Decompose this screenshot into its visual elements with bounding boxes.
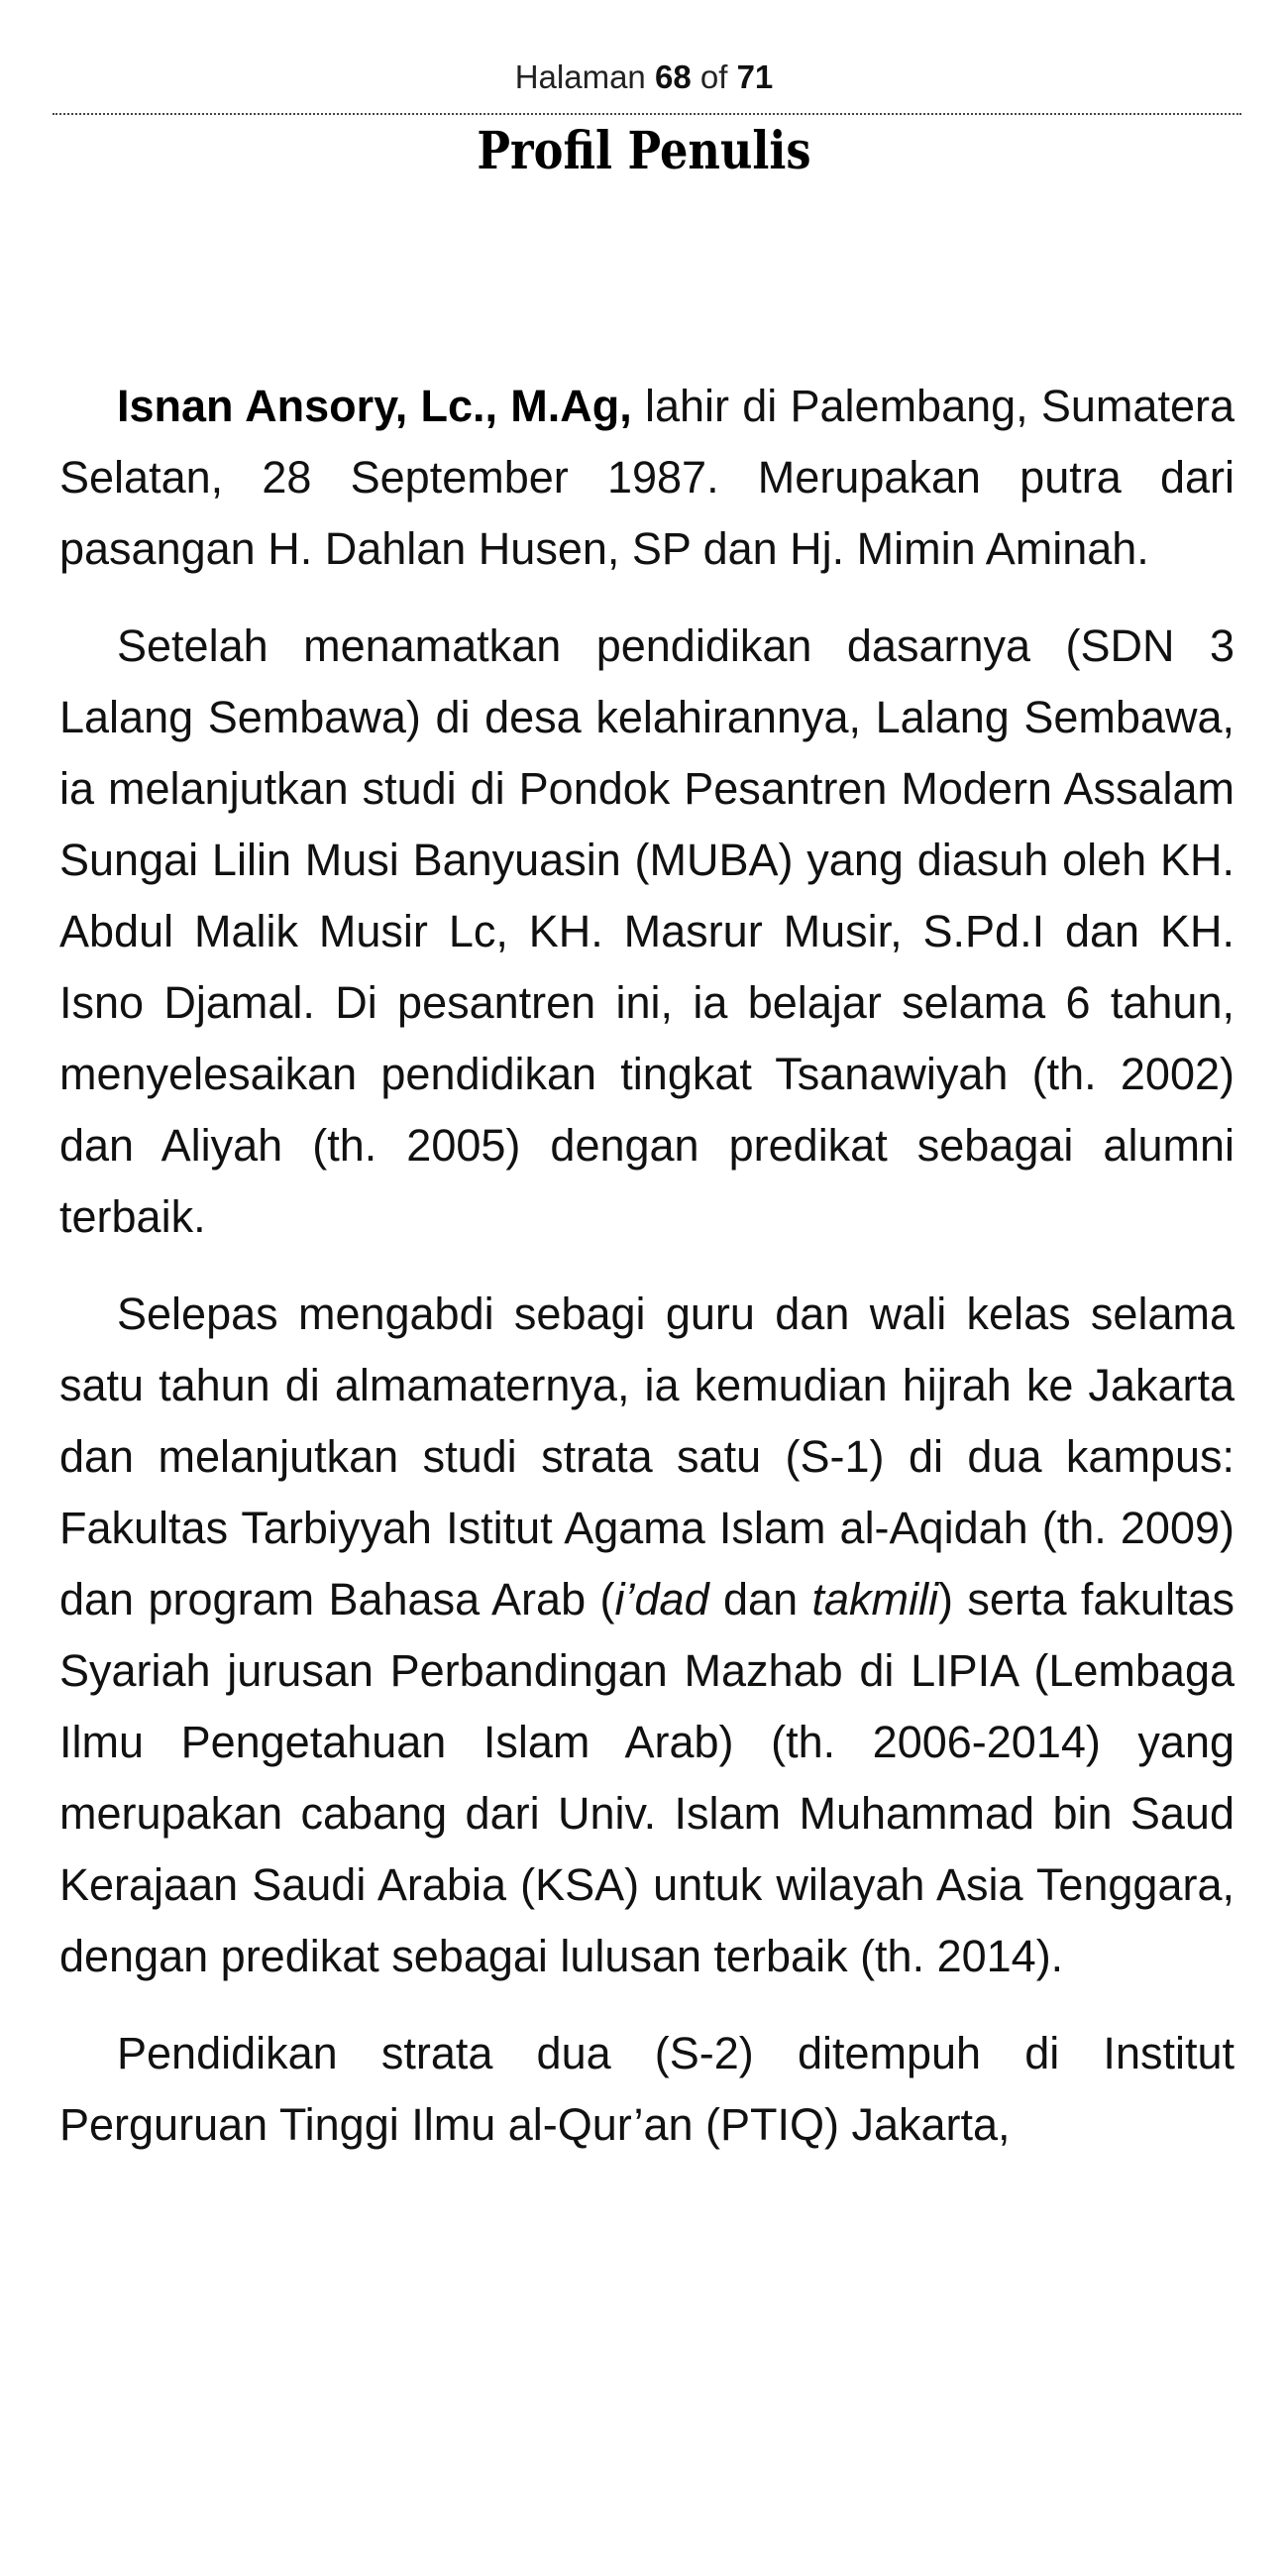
page-of-label: of bbox=[699, 58, 728, 95]
header-dotted-divider bbox=[53, 113, 1241, 115]
total-pages-number: 71 bbox=[736, 58, 774, 95]
page-title: Profil Penulis bbox=[477, 121, 811, 181]
paragraph-undergraduate bbox=[59, 1279, 1234, 1992]
paragraph-postgraduate: Pendidikan strata dua (S-2) ditempuh di Institut Perguruan Tinggi Ilmu al-Qur’an (PTIQ) Jakarta, bbox=[59, 2028, 1234, 2150]
current-page-number: 68 bbox=[654, 58, 692, 95]
page-label: Halaman bbox=[514, 58, 646, 95]
page-number-header bbox=[0, 57, 1288, 97]
paragraph-undergraduate-part1: Selepas mengabdi sebagi guru dan wali kelas selama satu tahun di almamaternya, ia kemudian hijrah ke Jakarta dan melanjutkan studi strata satu (S-1) di dua kampus: Fakultas Tarbiyyah Istitut Agama Islam al-Aqidah (th. 2009) dan program Bahasa Arab ( bbox=[59, 1288, 1234, 1624]
term-idad: i’dad bbox=[614, 1574, 709, 1624]
author-name: Isnan Ansory, Lc., M.Ag, bbox=[117, 381, 632, 431]
author-profile-body bbox=[59, 371, 1234, 2186]
paragraph-early-education: Setelah menamatkan pendidikan dasarnya (SDN 3 Lalang Sembawa) di desa kelahirannya, Lalang Sembawa, ia melanjutkan studi di Pondok Pesantren Modern Assalam Sungai Lilin Musi Banyuasin (MUBA) yang diasuh oleh KH. Abdul Malik Musir Lc, KH. Masrur Musir, S.Pd.I dan KH. Isno Djamal. Di pesantren ini, ia belajar selama 6 tahun, menyelesaikan pendidikan tingkat Tsanawiyah (th. 2002) dan Aliyah (th. 2005) dengan predikat sebagai alumni terbaik. bbox=[59, 620, 1234, 1242]
term-takmili: takmili bbox=[811, 1574, 939, 1624]
paragraph-undergraduate-part2: dan bbox=[708, 1574, 812, 1624]
paragraph-undergraduate-part3: ) serta fakultas Syariah jurusan Perbandingan Mazhab di LIPIA (Lembaga Ilmu Pengetahuan Islam Arab) (th. 2006-2014) yang merupakan cabang dari Univ. Islam Muhammad bin Saud Kerajaan Saudi Arabia (KSA) untuk wilayah Asia Tenggara, dengan predikat sebagai lulusan terbaik (th. 2014). bbox=[59, 1574, 1234, 1981]
paragraph-birth-text: lahir di Palembang, Sumatera Selatan, 28 September 1987. Merupakan putra dari pasangan H. Dahlan Husen, SP dan Hj. Mimin Aminah. bbox=[59, 381, 1234, 574]
paragraph-birth bbox=[59, 371, 1234, 585]
